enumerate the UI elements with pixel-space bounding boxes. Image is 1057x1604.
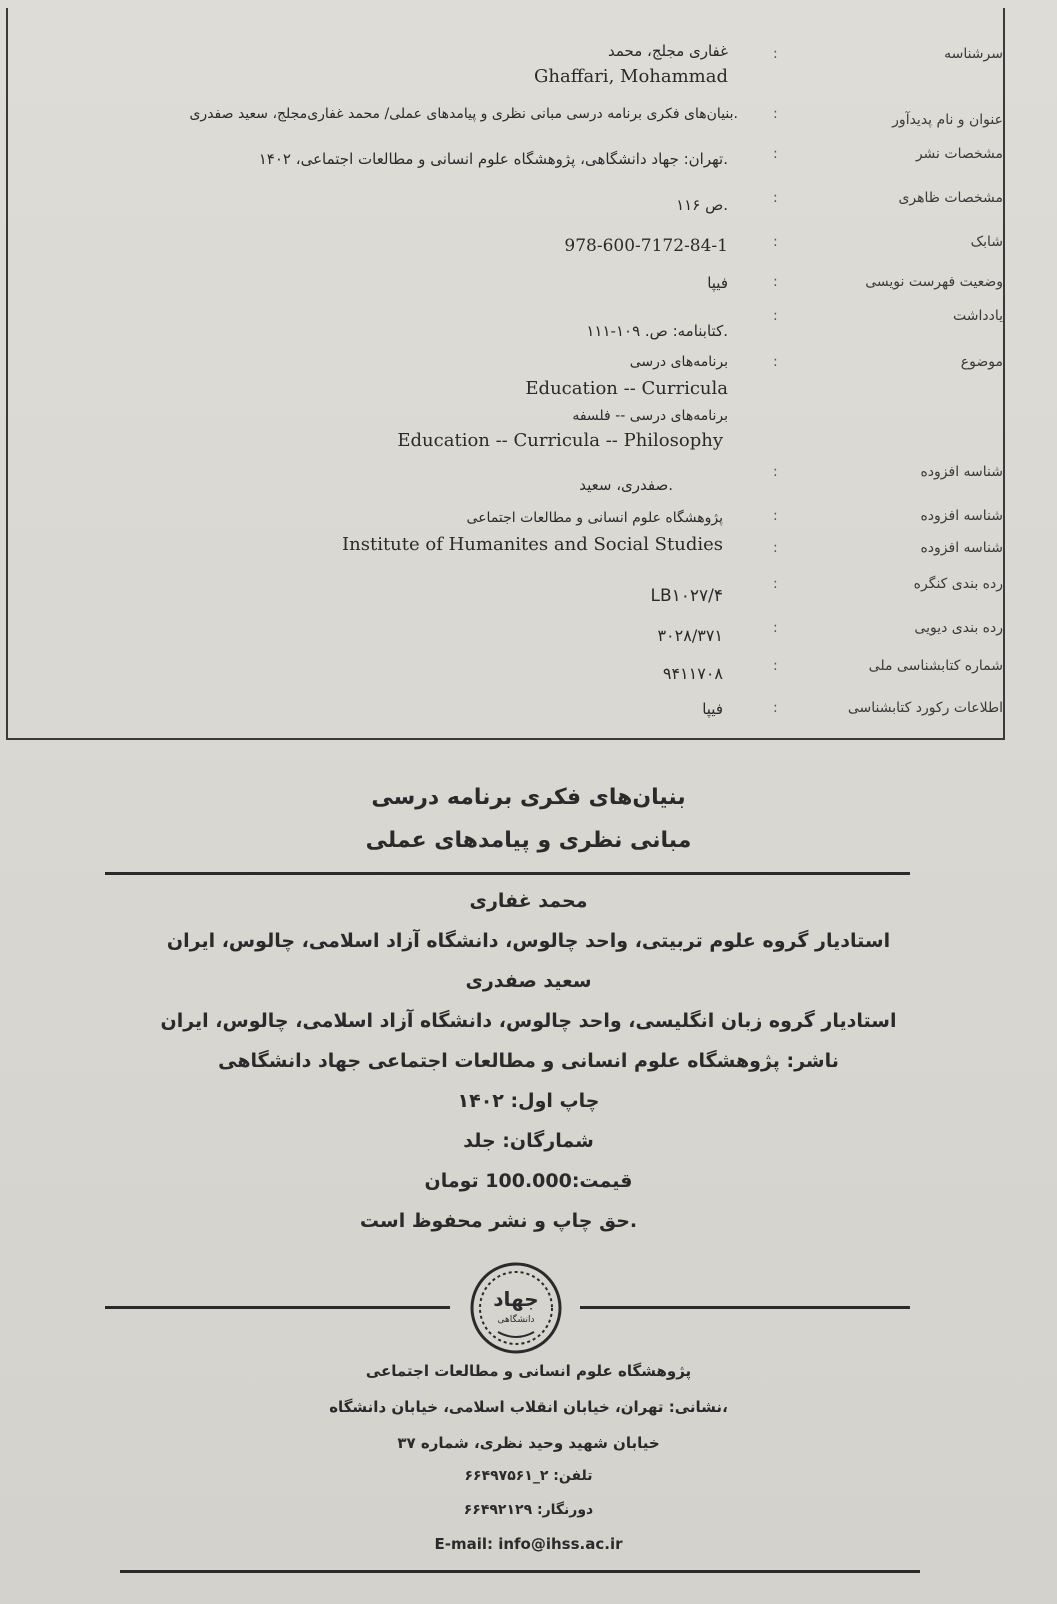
catalog-label: سرشناسه — [944, 46, 1003, 62]
catalog-value: 978-600-7172-84-1 — [564, 236, 728, 256]
catalog-row-subject: موضوع : برنامه‌های درسی Education -- Curricula برنامه‌های درسی -- فلسفه Education -- Curricula -- Philosophy — [397, 354, 1003, 451]
catalog-value: برنامه‌های درسی — [629, 354, 728, 370]
catalog-label: اطلاعات رکورد کتابشناسی — [847, 700, 1003, 716]
catalog-value: کتابنامه: ص. ۱۰۹-۱۱۱. — [586, 322, 728, 340]
cataloging-box — [6, 8, 1005, 740]
catalog-row-added-entry: شناسه افزوده : Institute of Humanites and Social Studies — [342, 534, 1003, 556]
catalog-row-status: وضعیت فهرست نویسی : فیپا — [707, 274, 1003, 292]
catalog-row-main-entry: سرشناسه : غفاری مجلج، محمد Ghaffari, Mohammad — [533, 42, 1003, 87]
catalog-value-en: Education -- Curricula -- Philosophy — [397, 430, 723, 451]
catalog-row-note: یادداشت : کتابنامه: ص. ۱۰۹-۱۱۱. — [586, 308, 1003, 340]
publisher: ناشر: پژوهشگاه علوم انسانی و مطالعات اجتماعی جهاد دانشگاهی — [218, 1050, 839, 1072]
catalog-label: وضعیت فهرست نویسی — [865, 274, 1003, 290]
catalog-label: رده بندی کنگره — [913, 576, 1003, 592]
author-name: محمد غفاری — [469, 890, 588, 912]
price: قیمت:100.000 تومان — [424, 1170, 633, 1192]
catalog-row-isbn: شابک : 978-600-7172-84-1 — [564, 234, 1003, 256]
catalog-value: پژوهشگاه علوم انسانی و مطالعات اجتماعی — [466, 510, 723, 526]
footer-address: خیابان شهید وحید نظری، شماره ۳۷ — [397, 1434, 660, 1452]
catalog-value: ۹۴۱۱۷۰۸ — [662, 664, 723, 683]
publisher-logo — [468, 1260, 564, 1356]
author-name: سعید صفدری — [465, 970, 592, 992]
catalog-row-lc-class: رده بندی کنگره : LB۱۰۲۷/۴ — [650, 576, 1003, 606]
edition: چاپ اول: ۱۴۰۲ — [457, 1090, 600, 1112]
circulation: شمارگان: جلد — [463, 1130, 594, 1152]
footer-address: نشانی: تهران، خیابان انقلاب اسلامی، خیابان دانشگاه، — [329, 1398, 728, 1416]
catalog-row-title: عنوان و نام پدیدآور : بنیان‌های فکری برنامه درسی مبانی نظری و پیامدهای عملی/ محمد غفاری‌مجلج، سعید صفدری. — [189, 106, 1003, 128]
catalog-value-en: Education -- Curricula — [525, 378, 728, 399]
catalog-label: یادداشت — [953, 308, 1003, 324]
book-title: بنیان‌های فکری برنامه درسی — [371, 785, 686, 810]
catalog-label: شماره کتابشناسی ملی — [868, 658, 1003, 674]
catalog-value: صفدری، سعید. — [579, 476, 673, 494]
catalog-value: ۱۱۶ ص. — [676, 196, 728, 214]
catalog-label: رده بندی دیویی — [914, 620, 1003, 636]
divider-left — [105, 1306, 450, 1309]
catalog-label: عنوان و نام پدیدآور — [892, 112, 1003, 128]
logo-text: جهاد — [493, 1287, 539, 1311]
catalog-row-added-entry: شناسه افزوده : صفدری، سعید. — [579, 464, 1003, 494]
divider — [105, 872, 910, 875]
catalog-value: فیپا — [707, 274, 728, 292]
catalog-value: غفاری مجلج، محمد — [608, 42, 728, 60]
catalog-value: بنیان‌های فکری برنامه درسی مبانی نظری و پیامدهای عملی/ محمد غفاری‌مجلج، سعید صفدری. — [189, 106, 738, 122]
catalog-label: مشخصات ظاهری — [898, 190, 1003, 206]
footer-fax: دورنگار: ۶۶۴۹۲۱۲۹ — [463, 1502, 594, 1518]
catalog-row-physical: مشخصات ظاهری : ۱۱۶ ص. — [676, 190, 1003, 214]
author-affiliation: استادیار گروه زبان انگلیسی، واحد چالوس، دانشگاه آزاد اسلامی، چالوس، ایران — [160, 1010, 897, 1032]
catalog-label: شابک — [970, 234, 1003, 250]
catalog-value: فیپا — [702, 700, 723, 718]
catalog-row-record-info: اطلاعات رکورد کتابشناسی : فیپا — [702, 700, 1003, 718]
footer-email: E-mail: info@ihss.ac.ir — [434, 1535, 623, 1553]
catalog-label: مشخصات نشر — [915, 146, 1003, 162]
author-affiliation: استادیار گروه علوم تربیتی، واحد چالوس، دانشگاه آزاد اسلامی، چالوس، ایران — [166, 930, 891, 952]
catalog-label: شناسه افزوده — [920, 508, 1003, 524]
bottom-divider — [120, 1570, 920, 1573]
logo-subtext: دانشگاهی — [497, 1315, 535, 1325]
catalog-label: شناسه افزوده — [920, 464, 1003, 480]
catalog-value-en: Institute of Humanites and Social Studies — [342, 534, 723, 555]
book-subtitle: مبانی نظری و پیامدهای عملی — [365, 828, 692, 853]
catalog-row-dewey: رده بندی دیویی : ۳۰۲۸/۳۷۱ — [657, 620, 1003, 645]
footer-phone: تلفن: ۲_۶۶۴۹۷۵۶۱ — [464, 1468, 593, 1484]
catalog-value: تهران: جهاد دانشگاهی، پژوهشگاه علوم انسانی و مطالعات اجتماعی، ۱۴۰۲. — [258, 150, 728, 168]
footer-org: پژوهشگاه علوم انسانی و مطالعات اجتماعی — [365, 1362, 692, 1380]
catalog-label: شناسه افزوده — [920, 540, 1003, 556]
catalog-value-en: Ghaffari, Mohammad — [533, 66, 728, 87]
catalog-value: LB۱۰۲۷/۴ — [650, 586, 723, 606]
catalog-row-national-number: شماره کتابشناسی ملی : ۹۴۱۱۷۰۸ — [662, 658, 1003, 683]
catalog-row-added-entry: شناسه افزوده : پژوهشگاه علوم انسانی و مطالعات اجتماعی — [466, 508, 1003, 526]
catalog-label: موضوع — [960, 354, 1003, 370]
catalog-value: برنامه‌های درسی -- فلسفه — [572, 408, 728, 424]
catalog-value: ۳۰۲۸/۳۷۱ — [657, 626, 723, 645]
divider-right — [580, 1306, 910, 1309]
catalog-row-publication: مشخصات نشر : تهران: جهاد دانشگاهی، پژوهشگاه علوم انسانی و مطالعات اجتماعی، ۱۴۰۲. — [258, 146, 1003, 168]
copyright-notice: حق چاپ و نشر محفوظ است. — [359, 1210, 638, 1232]
